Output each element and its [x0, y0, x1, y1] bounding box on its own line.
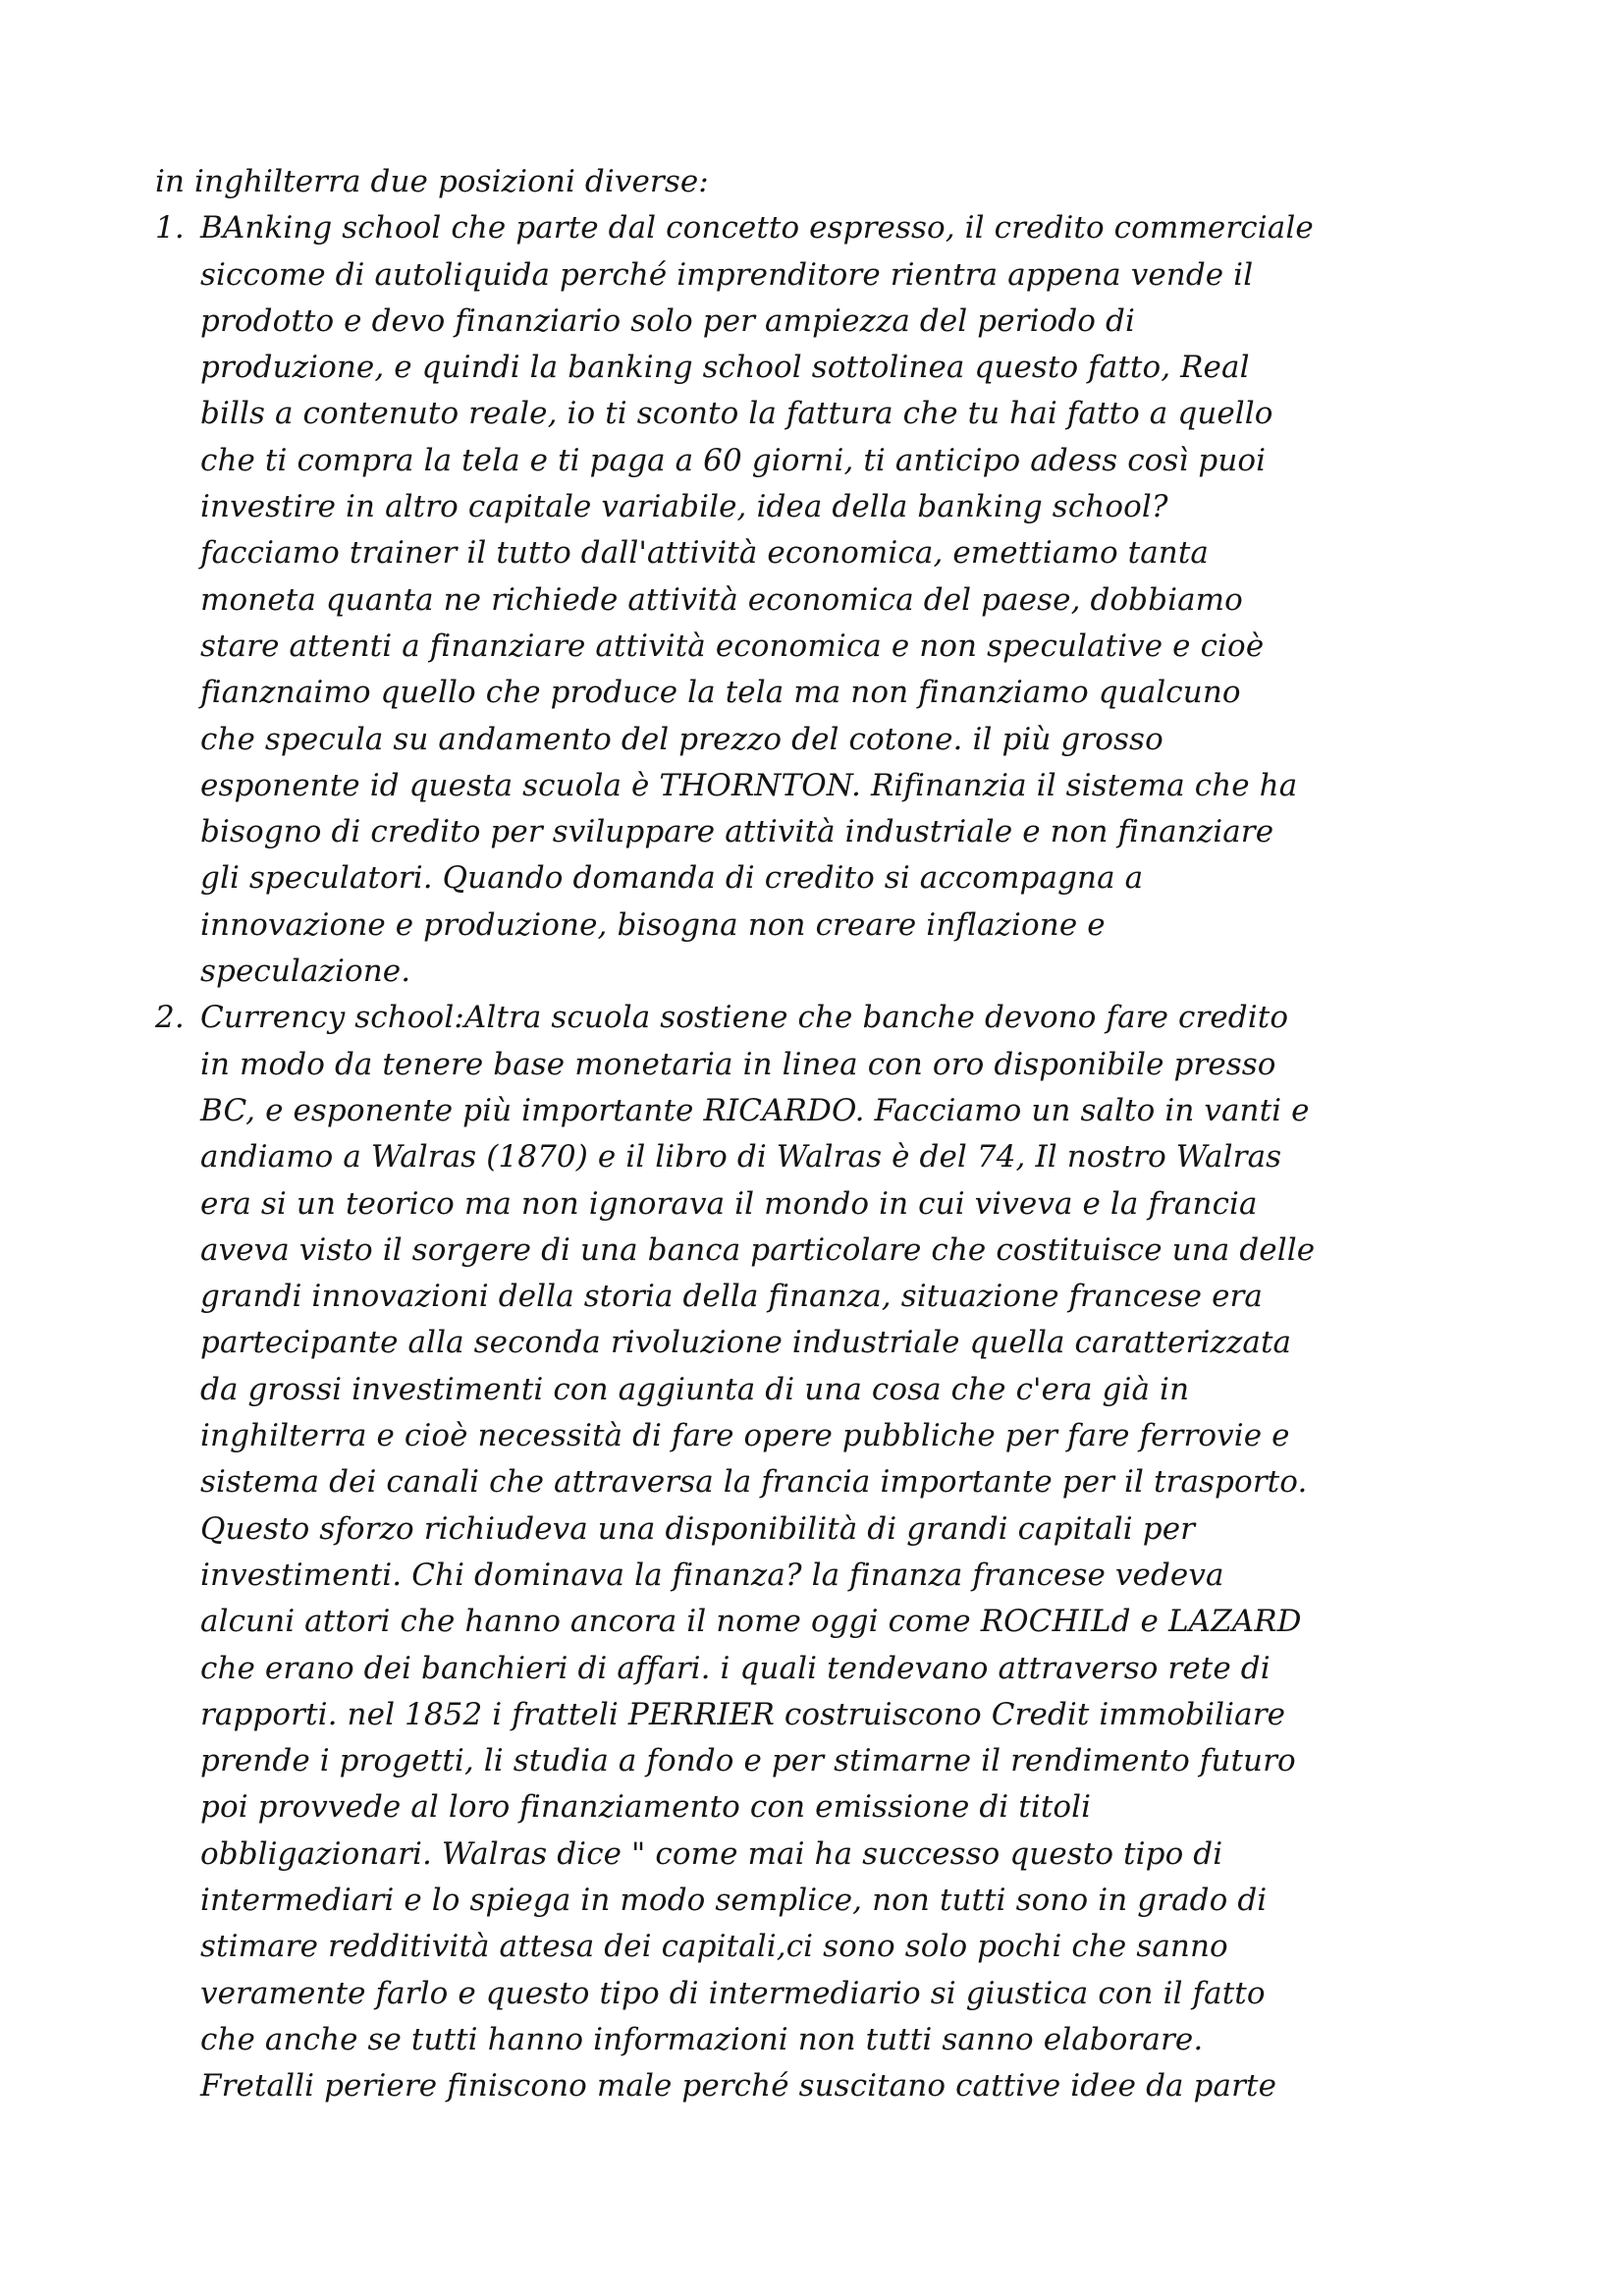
text-line: alcuni attori che hanno ancora il nome oggi come ROCHILd e LAZARD — [200, 1604, 1302, 1640]
text-line: investire in altro capitale variabile, idea della banking school? — [200, 489, 1168, 525]
list-item-currency-school — [155, 995, 1490, 2109]
text-line: sistema dei canali che attraversa la francia importante per il trasporto. — [200, 1464, 1308, 1501]
text-line: facciamo trainer il tutto dall'attività economica, emettiamo tanta — [200, 535, 1210, 572]
text-line: Fretalli periere finiscono male perché suscitano cattive idee da parte — [200, 2068, 1277, 2105]
handwritten-notes — [155, 159, 1490, 2109]
text-line: grandi innovazioni della storia della finanza, situazione francese era — [200, 1279, 1264, 1315]
text-line: obbligazionari. Walras dice " come mai ha successo questo tipo di — [200, 1835, 1223, 1872]
text-line: bisogno di credito per sviluppare attività industriale e non finanziare — [200, 814, 1274, 850]
text-line: siccome di autoliquida perché imprenditore rientra appena vende il — [200, 256, 1254, 293]
text-line: BAnking school che parte dal concetto espresso, il credito commerciale — [200, 210, 1314, 246]
text-line: prodotto e devo finanziario solo per ampiezza del periodo di — [200, 302, 1135, 339]
text-line: prende i progetti, li studia a fondo e per stimarne il rendimento futuro — [200, 1743, 1296, 1779]
text-line: aveva visto il sorgere di una banca particolare che costituisce una delle — [200, 1231, 1316, 1268]
text-line: che specula su andamento del prezzo del cotone. il più grosso — [200, 721, 1163, 757]
text-line: poi provvede al loro finanziamento con emissione di titoli — [200, 1789, 1092, 1826]
text-line: Currency school:Altra scuola sostiene che banche devono fare credito — [200, 1000, 1289, 1036]
text-line: produzione, e quindi la banking school sottolinea questo fatto, Real — [200, 350, 1250, 386]
text-line: stare attenti a finanziare attività economica e non speculative e cioè — [200, 628, 1265, 664]
text-line: bills a contenuto reale, io ti sconto la fattura che tu hai fatto a quello — [200, 396, 1273, 432]
text-line: che anche se tutti hanno informazioni non tutti sanno elaborare. — [200, 2021, 1204, 2057]
text-line: veramente farlo e questo tipo di intermediario si giustica con il fatto — [200, 1975, 1266, 2011]
text-line: fianznaimo quello che produce la tela ma non finanziamo qualcuno — [200, 675, 1241, 711]
text-line: rapporti. nel 1852 i fratteli PERRIER costruiscono Credit immobiliare — [200, 1696, 1286, 1732]
text-line: gli speculatori. Quando domanda di credito si accompagna a — [200, 860, 1144, 897]
text-line: innovazione e produzione, bisogna non creare inflazione e — [200, 906, 1106, 943]
text-line: moneta quanta ne richiede attività economica del paese, dobbiamo — [200, 581, 1243, 618]
list-number: 1. — [155, 210, 185, 246]
text-line: in modo da tenere base monetaria in linea con oro disponibile presso — [200, 1046, 1276, 1082]
text-line: Questo sforzo richiudeva una disponibilità di grandi capitali per — [200, 1510, 1196, 1547]
text-line: inghilterra e cioè necessità di fare opere pubbliche per fare ferrovie e — [200, 1418, 1290, 1454]
text-line: BC, e esponente più importante RICARDO. Facciamo un salto in vanti e — [200, 1092, 1310, 1128]
text-line: che erano dei banchieri di affari. i quali tendevano attraverso rete di — [200, 1650, 1271, 1686]
text-line: stimare redditività attesa dei capitali,ci sono solo pochi che sanno — [200, 1929, 1228, 1965]
text-line: che ti compra la tela e ti paga a 60 giorni, ti anticipo adess così puoi — [200, 442, 1267, 478]
text-line: andiamo a Walras (1870) e il libro di Walras è del 74, Il nostro Walras — [200, 1139, 1282, 1175]
list-item-banking-school — [155, 205, 1490, 995]
text-line: partecipante alla seconda rivoluzione industriale quella caratterizzata — [200, 1325, 1292, 1361]
list-number: 2. — [155, 1000, 185, 1036]
text-line: esponente id questa scuola è THORNTON. Rifinanzia il sistema che ha — [200, 767, 1298, 803]
text-line: speculazione. — [200, 954, 411, 990]
text-line: era si un teorico ma non ignorava il mondo in cui viveva e la francia — [200, 1185, 1258, 1222]
text-line: investimenti. Chi dominava la finanza? la finanza francese vedeva — [200, 1557, 1224, 1593]
text-line: intermediari e lo spiega in modo semplice, non tutti sono in grado di — [200, 1882, 1268, 1918]
intro-line: in inghilterra due posizioni diverse: — [155, 164, 709, 199]
text-line: da grossi investimenti con aggiunta di una cosa che c'era già in — [200, 1371, 1190, 1407]
